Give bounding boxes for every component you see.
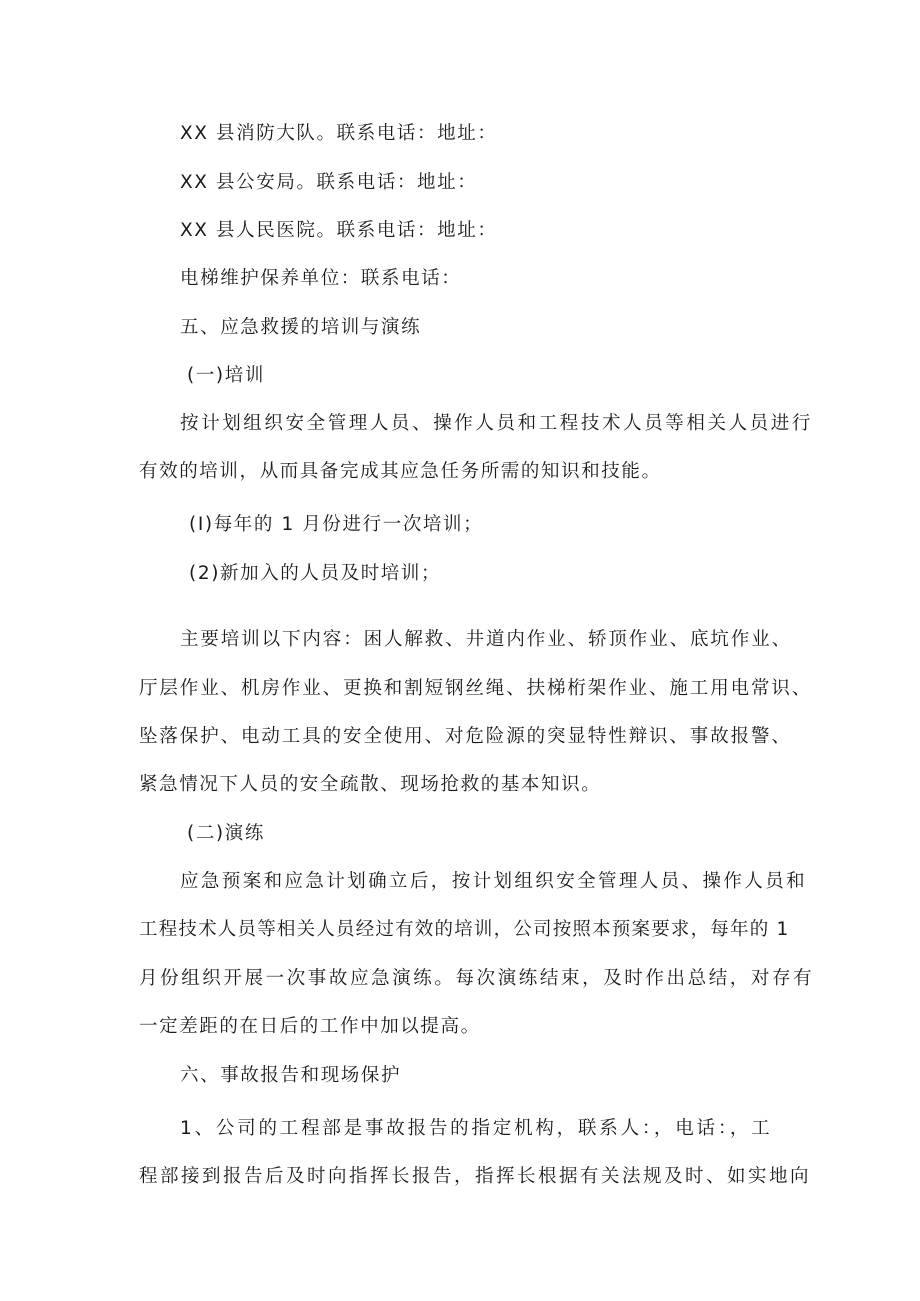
paragraph-line: 厅层作业、机房作业、更换和割短钢丝绳、扶梯桁架作业、施工用电常识、 [139,678,813,699]
contact-fire-brigade: XX 县消防大队。联系电话：地址： [180,123,498,144]
paragraph-line: 月份组织开展一次事故应急演练。每次演练结束，及时作出总结，对存有 [139,968,815,989]
paragraph-line: 坠落保护、电动工具的安全使用、对危险源的突显特性辩识、事故报警、 [139,726,792,747]
section-heading-training-drills: 五、应急救援的培训与演练 [180,317,422,338]
paragraph-line: 有效的培训，从而具备完成其应急任务所需的知识和技能。 [139,461,662,482]
contact-hospital: XX 县人民医院。联系电话：地址： [180,220,498,241]
paragraph-line: 一定差距的在日后的工作中加以提高。 [139,1016,481,1037]
contact-police: XX 县公安局。联系电话：地址： [180,172,478,193]
paragraph-line: 工程技术人员等相关人员经过有效的培训，公司按照本预案要求，每年的 1 [139,919,790,940]
paragraph-line: 主要培训以下内容：困人解救、井道内作业、轿顶作业、底坑作业、 [180,629,793,650]
list-item: (I)每年的 1 月份进行一次培训； [189,514,484,535]
paragraph-line: 紧急情况下人员的安全疏散、现场抢救的基本知识。 [139,774,602,795]
paragraph-line: 按计划组织安全管理人员、操作人员和工程技术人员等相关人员进行 [180,413,814,434]
paragraph-line: 1、公司的工程部是事故报告的指定机构，联系人：，电话：，工 [180,1118,773,1139]
subheading-training: (一)培训 [187,365,265,386]
subheading-drills: (二)演练 [187,823,265,844]
section-heading-accident-report: 六、事故报告和现场保护 [180,1065,402,1086]
list-item: (2)新加入的人员及时培训； [189,563,442,584]
paragraph-line: 应急预案和应急计划确立后，按计划组织安全管理人员、操作人员和 [180,871,808,892]
contact-elevator-maintenance: 电梯维护保养单位：联系电话： [180,268,462,289]
paragraph-line: 程部接到报告后及时向指挥长报告，指挥长根据有关法规及时、如实地向 [139,1166,812,1187]
